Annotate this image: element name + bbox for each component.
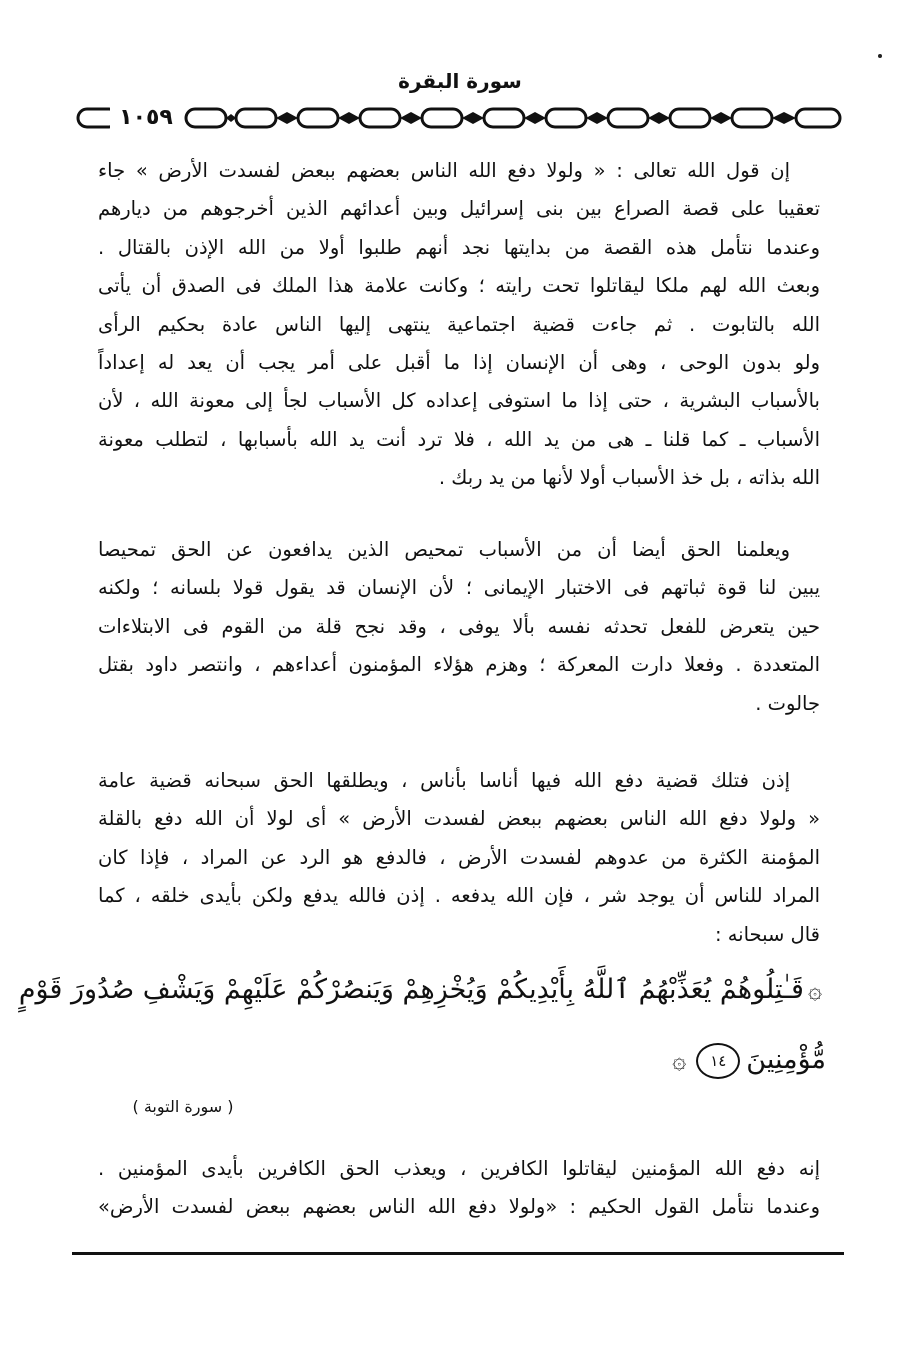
text-line: وعندما نتأمل القول الحكيم : «ولولا دفع الله الناس بعضهم ببعض لفسدت الأرض» (98, 1195, 820, 1219)
text-line: المؤمنة الكثرة من عدوهم لفسدت الأرض ، فالدفع هو الرد عن المراد ، فإذا كان (98, 845, 820, 869)
text-line: الله بذاته ، بل خذ الأسباب أولا لأنها من يد ربك . (438, 466, 820, 490)
text-line: وبعث الله لهم ملكا ليقاتلوا تحت رايته ؛ وكانت علامة هذا الملك فى الصدق أن يأتى (98, 274, 820, 298)
text-line: إنه دفع الله المؤمنين ليقاتلوا الكافرين ، ويعذب الحق الكافرين بأيدى المؤمنين . (98, 1157, 820, 1180)
verse-text: مُّؤْمِنِينَ (746, 1044, 826, 1075)
verse-line-2 (96, 1025, 826, 1095)
text-line: قال سبحانه : (714, 922, 820, 946)
chain-border-icon (76, 100, 844, 136)
text-line: « ولولا دفع الله الناس بعضهم ببعض لفسدت الأرض » أى لولا أن الله دفع بالقلة (98, 807, 820, 831)
paragraph-3 (98, 762, 820, 954)
paragraph-4 (98, 1150, 820, 1227)
surah-title: سورة البقرة (398, 69, 522, 93)
text-line: إذن فتلك قضية دفع الله فيها أناسا بأناس ، ويطلقها الحق سبحانه قضية عامة (98, 769, 790, 792)
header-ornament-band (76, 100, 844, 136)
page-number: ١٠٥٩ (110, 100, 182, 136)
text-line: تعقيبا على قصة الصراع بين بنى إسرائيل وبين أعدائهم الذين أخرجوهم من ديارهم (98, 197, 820, 221)
footer-rule (72, 1252, 844, 1255)
text-line: الله بالتابوت . ثم جاءت قضية اجتماعية ينتهى إليها الناس عادة بحكيم الرأى (98, 312, 820, 336)
ink-speck (878, 54, 882, 58)
text-line: الأسباب ـ كما قلنا ـ هى من يد الله ، فلا ترد أنت يد الله بأسبابها ، لتطلب معونة (98, 427, 820, 451)
text-line: جالوت . (755, 691, 820, 715)
verse-line-1 (18, 955, 826, 1025)
paragraph-2 (98, 531, 820, 723)
text-line: المتعددة . وفعلا دارت المعركة ؛ وهزم هؤلاء المؤمنون أعداءهم ، وانتصر داود بقتل (98, 653, 820, 677)
verse-source-reference: ( سورة التوبة ) (132, 1097, 234, 1116)
verse-open-ornament-icon: ۞ (807, 976, 822, 1004)
text-line: ويعلمنا الحق أيضا أن من الأسباب تمحيص الذين يدافعون عن الحق تمحيصا (98, 538, 790, 561)
text-line: يبين لنا قوة ثباتهم فى الاختبار الإيمانى ؛ لأن الإنسان قد يقول قولا بلسانه ؛ ولكنه (98, 576, 820, 600)
text-line: حين يتعرض للفعل تحدثه نفسه بألا يوفى ، وقد نجح قلة من القوم فى الابتلاءات (98, 614, 820, 638)
text-line: إن قول الله تعالى : « ولولا دفع الله الناس بعضهم ببعض لفسدت الأرض » جاء (98, 159, 790, 182)
text-line: وعندما نتأمل هذه القصة من بدايتها نجد أنهم طلبوا أولا من الله الإذن بالقتال . (98, 235, 820, 259)
ayah-number-medallion: ١٤ (696, 1043, 740, 1079)
text-line: ولو بدون الوحى ، وهى أن الإنسان إذا ما أقبل على أمر يجب أن يعد له إعداداً (98, 350, 820, 374)
quran-verse (18, 955, 826, 1095)
verse-text: قَـٰتِلُوهُمْ يُعَذِّبْهُمُ ٱللَّهُ بِأَيْدِيكُمْ وَيُخْزِهِمْ وَيَنصُرْكُمْ عَلَيْهِمْ وَيَشْفِ صُدُورَ قَوْمٍ (18, 974, 804, 1005)
text-line: بالأسباب البشرية ، حتى إذا ما استوفى إعداده كل الأسباب لجأ إلى معونة الله ، لأن (98, 389, 820, 413)
text-line: المراد للناس أن يوجد شر ، فإن الله يدفعه . إذن فالله يدفع ولكن بأيدى خلقه ، كما (98, 884, 820, 908)
verse-close-ornament-icon: ۞ (672, 1046, 687, 1074)
paragraph-1 (98, 152, 820, 498)
